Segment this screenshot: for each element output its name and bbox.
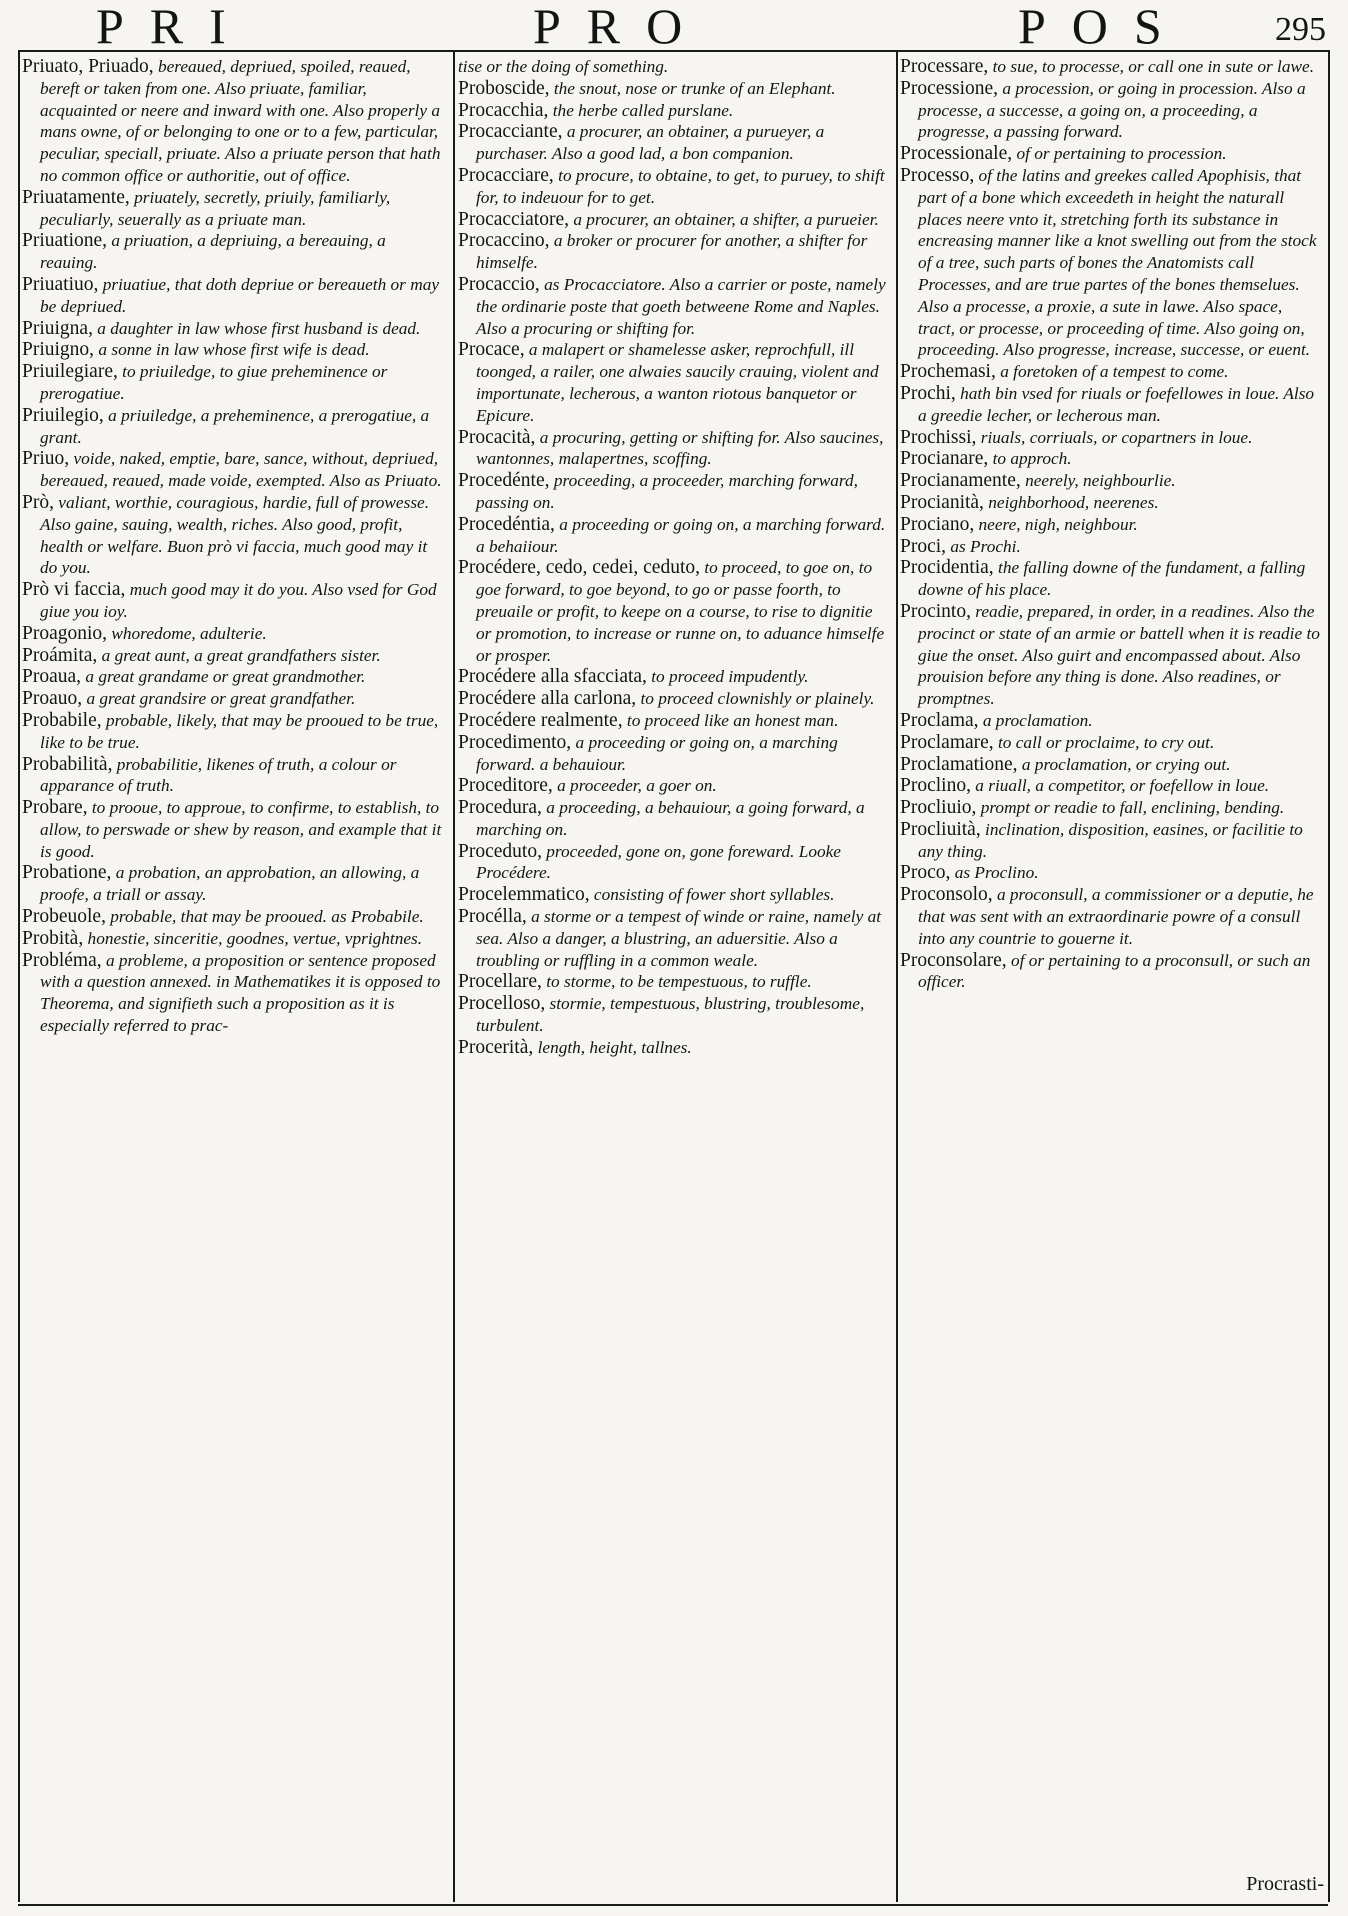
entry-headword: Proceduto, (458, 840, 542, 862)
entry-definition: tise or the doing of something. (458, 57, 669, 76)
entry-headword: Procelemmatico, (458, 884, 590, 906)
entry-headword: Procianità, (900, 491, 984, 513)
dictionary-entry (458, 797, 890, 841)
entry-definition: hath bin vsed for riuals or foefellowes in loue. Also a greedie lecher, or lecherous man. (918, 383, 1315, 425)
dictionary-entry (22, 928, 446, 950)
entry-headword: Probléma, (22, 949, 102, 971)
entry-definition: a great grandsire or great grandfather. (86, 689, 356, 709)
entry-definition: to call or proclaime, to cry out. (998, 732, 1215, 752)
entry-headword: Probabile, (22, 709, 102, 731)
catchword: Procrasti- (1246, 1873, 1324, 1895)
entry-definition: to priuiledge, to giue preheminence or prerogatiue. (40, 362, 388, 403)
dictionary-entry (900, 492, 1322, 514)
dictionary-entry (458, 884, 890, 906)
dictionary-entry (900, 710, 1322, 732)
entry-headword: Procliuità, (900, 818, 981, 840)
entry-definition: a procuring, getting or shifting for. Also saucines, wantonnes, malapertnes, scoffing. (476, 427, 884, 469)
entry-headword: Priuilegiare, (22, 361, 118, 383)
dictionary-entry (22, 666, 446, 688)
entry-definition: probable, that may be prooued. as Probabile. (110, 907, 424, 927)
entry-headword: Processione, (900, 77, 999, 99)
dictionary-entry (22, 797, 446, 862)
entry-headword: Procace, (458, 339, 525, 361)
entry-definition: a great grandame or great grandmother. (85, 667, 366, 687)
entry-definition: a foretoken of a tempest to come. (1000, 362, 1229, 382)
entry-headword: Procélla, (458, 906, 527, 928)
dictionary-entry (900, 56, 1322, 78)
dictionary-entry (22, 862, 446, 906)
entry-headword: Procedénte, (458, 470, 550, 492)
entry-definition: proceeded, gone on, gone foreward. Looke Procédere. (476, 841, 841, 883)
dictionary-entry (900, 78, 1322, 143)
dictionary-entry (458, 121, 890, 165)
entry-definition: a procurer, an obtainer, a shifter, a purueier. (573, 209, 879, 229)
entry-definition: bereaued, depriued, spoiled, reaued, bereft or taken from one. Also priuate, familiar, acquainted or neere and inward with one. Also properly a mans owne, of or belonging to one or to a few, particular, peculiar, speciall, priuate. Also a priuate person that hath no common office or authoritie, out of office. (40, 57, 441, 185)
entry-headword: Proclino, (900, 775, 971, 797)
guide-word-left: PRI (96, 0, 252, 54)
entry-definition: a proceeder, a goer on. (557, 776, 717, 796)
dictionary-entry (458, 1037, 890, 1059)
entry-headword: Prò vi faccia, (22, 579, 126, 601)
entry-headword: Priuilegio, (22, 404, 104, 426)
entry-headword: Probatione, (22, 862, 112, 884)
entry-headword: Proclama, (900, 709, 979, 731)
dictionary-entry (458, 209, 890, 231)
entry-definition: to procure, to obtaine, to get, to puruey, to shift for, to indeuour for to get. (476, 165, 885, 207)
dictionary-entry (458, 906, 890, 971)
entry-definition: to sue, to processe, or call one in sute or lawe. (992, 57, 1315, 76)
entry-headword: Proclamare, (900, 731, 994, 753)
entry-definition: honestie, sinceritie, goodnes, vertue, vprightnes. (87, 928, 423, 948)
entry-headword: Priuato, Priuado, (22, 56, 154, 77)
entry-definition: to proceed impudently. (651, 667, 809, 687)
entry-definition: probabilitie, likenes of truth, a colour or apparance of truth. (40, 754, 397, 796)
dictionary-entry (458, 775, 890, 797)
entry-definition: a proclamation. (982, 710, 1093, 730)
entry-headword: Procinto, (900, 600, 971, 622)
dictionary-entry (900, 557, 1322, 601)
entry-definition: of or pertaining to a proconsull, or such an officer. (918, 950, 1311, 992)
entry-definition: a proceeding, a behauiour, a going forward, a marching on. (476, 798, 865, 839)
column-rule (1328, 50, 1330, 1902)
entry-headword: Processare, (900, 56, 989, 77)
entry-definition: a procurer, an obtainer, a purueyer, a purchaser. Also a good lad, a bon companion. (476, 122, 825, 164)
column-rule (18, 50, 20, 1902)
entry-definition: of the latins and greekes called Apophisis, that part of a bone which exceedeth in height the naturall places neere vnto it, stretching forth its substance in encreasing manner like a knot swelling out from the stock of a tree, such parts of bones the Anatomists call Processes, and are true partes of the bones themselues. Also a processe, a proxie, a sute in lawe. Also space, tract, or processe, or proceeding of time. Also going on, proceeding. Also progresse, increase, successe, or euent. (918, 165, 1317, 360)
dictionary-entry (900, 819, 1322, 863)
entry-definition: a daughter in law whose first husband is dead. (97, 318, 421, 338)
entry-headword: Procedura, (458, 797, 542, 819)
dictionary-entry (458, 165, 890, 209)
entry-headword: Proconsolare, (900, 949, 1007, 971)
dictionary-entry (458, 732, 890, 776)
dictionary-entry (900, 862, 1322, 884)
entry-definition: whoredome, adulterie. (111, 623, 267, 643)
dictionary-entry (900, 950, 1322, 994)
dictionary-entry (458, 710, 890, 732)
dictionary-entry (22, 274, 446, 318)
running-header (18, 0, 1330, 54)
entry-headword: Priuatione, (22, 230, 108, 252)
entry-definition: length, height, tallnes. (537, 1037, 692, 1057)
entry-definition: to prooue, to approue, to confirme, to establish, to allow, to perswade or shew by reason, and example that it is good. (40, 798, 442, 861)
entry-headword: Priuigno, (22, 339, 95, 361)
entry-headword: Proagonio, (22, 622, 108, 644)
entry-headword: Procacciante, (458, 121, 563, 143)
dictionary-entry (458, 557, 890, 666)
entry-headword: Procacciatore, (458, 208, 569, 230)
dictionary-entry (458, 427, 890, 471)
entry-definition: to proceed, to goe on, to goe forward, to goe beyond, to go or passe foorth, to preuaile or profit, to keepe on a course, to rise to dignitie or promotion, to increase or runne on, to aduance himselfe or prosper. (476, 558, 885, 665)
dictionary-entry (22, 906, 446, 928)
entry-definition: to proceed like an honest man. (626, 710, 839, 730)
dictionary-entry (900, 448, 1322, 470)
dictionary-entry (900, 383, 1322, 427)
dictionary-entry (458, 841, 890, 885)
entry-headword: Procacchia, (458, 99, 549, 121)
entry-headword: Procaccio, (458, 273, 540, 295)
entry-headword: Proámita, (22, 644, 98, 666)
entry-headword: Prochissi, (900, 426, 977, 448)
entry-headword: Probità, (22, 927, 84, 949)
column-right (900, 56, 1322, 1896)
entry-headword: Proaua, (22, 666, 82, 688)
entry-headword: Proconsolo, (900, 884, 993, 906)
entry-definition: much good may it do you. Also vsed for God giue you ioy. (40, 580, 437, 621)
dictionary-entry (22, 579, 446, 623)
dictionary-entry (22, 318, 446, 340)
dictionary-entry (22, 623, 446, 645)
entry-definition: neere, nigh, neighbour. (978, 514, 1138, 534)
entry-headword: Procelloso, (458, 993, 546, 1015)
entry-definition: a priuiledge, a preheminence, a prerogatiue, a grant. (40, 405, 430, 447)
dictionary-entry (900, 754, 1322, 776)
dictionary-entry (900, 797, 1322, 819)
entry-headword: Procédere realmente, (458, 709, 623, 731)
entry-headword: Prò, (22, 491, 54, 513)
entry-definition: to proceed clownishly or plainely. (640, 689, 875, 709)
entry-headword: Prochemasi, (900, 361, 996, 383)
entry-headword: Priuatiuo, (22, 273, 99, 295)
entry-headword: Procidentia, (900, 557, 994, 579)
entry-headword: Priuo, (22, 448, 70, 470)
entry-definition: a proclamation, or crying out. (1021, 754, 1231, 774)
guide-word-right: POS (1018, 0, 1188, 54)
dictionary-entry (22, 754, 446, 798)
entry-headword: Procianamente, (900, 470, 1021, 492)
entry-definition: stormie, tempestuous, blustring, troublesome, turbulent. (476, 994, 865, 1036)
entry-headword: Procerità, (458, 1036, 534, 1058)
dictionary-entry (458, 688, 890, 710)
entry-definition: to storme, to be tempestuous, to ruffle. (546, 972, 812, 992)
entry-definition: a storme or a tempest of winde or raine, namely at sea. Also a danger, a blustring, an aduersitie. Also a troubling or ruffling in a common weale. (476, 907, 882, 970)
dictionary-entry (900, 884, 1322, 949)
dictionary-entry (900, 536, 1322, 558)
dictionary-entry (458, 230, 890, 274)
entry-headword: Prociano, (900, 513, 975, 535)
column-rule (453, 50, 455, 1902)
entry-definition: a malapert or shamelesse asker, reprochfull, ill toonged, a railer, one alwaies saucily crauing, violent and importunate, lecherous, a wanton riotous banquetor or Epicure. (476, 340, 879, 425)
entry-headword: Probare, (22, 797, 88, 819)
entry-headword: Procédere alla sfacciata, (458, 666, 647, 688)
dictionary-entry (22, 230, 446, 274)
page-number: 295 (1275, 11, 1326, 48)
entry-headword: Proceditore, (458, 775, 553, 797)
entry-definition: priuatiue, that doth depriue or bereaueth or may be depriued. (40, 274, 440, 316)
dictionary-entry (458, 78, 890, 100)
entry-definition: a proceeding or going on, a marching forward. a behauiour. (476, 732, 838, 774)
dictionary-entry (458, 470, 890, 514)
entry-headword: Procédere alla carlona, (458, 688, 637, 710)
entry-headword: Proclamatione, (900, 753, 1018, 775)
entry-definition: consisting of fower short syllables. (593, 885, 835, 905)
dictionary-entry (22, 710, 446, 754)
dictionary-entry (458, 971, 890, 993)
entry-definition: a sonne in law whose first wife is dead. (98, 340, 370, 360)
dictionary-entry (458, 56, 890, 78)
dictionary-entry (22, 361, 446, 405)
entry-headword: Probabilità, (22, 753, 113, 775)
entry-definition: voide, naked, emptie, bare, sance, without, depriued, bereaued, reaued, made voide, exempted. Also as Priuato. (40, 449, 442, 491)
entry-headword: Processo, (900, 164, 975, 186)
entry-headword: Probeuole, (22, 906, 106, 928)
entry-headword: Proco, (900, 862, 951, 884)
column-center (458, 56, 890, 1896)
dictionary-entry (900, 732, 1322, 754)
entry-definition: riuals, corriuals, or copartners in loue. (980, 427, 1253, 447)
entry-headword: Priuatamente, (22, 186, 130, 208)
entry-headword: Proboscide, (458, 77, 550, 99)
dictionary-entry (22, 405, 446, 449)
entry-definition: valiant, worthie, couragious, hardie, full of prowesse. Also gaine, sauing, wealth, riches. Also good, profit, health or welfare. Buon prò vi faccia, much good may it do you. (40, 492, 430, 578)
entry-definition: priuately, secretly, priuily, familiarly, peculiarly, seuerally as a priuate man. (40, 187, 391, 229)
entry-headword: Proauo, (22, 688, 83, 710)
entry-definition: the herbe called purslane. (552, 100, 734, 120)
entry-headword: Prochi, (900, 382, 956, 404)
entry-definition: readie, prepared, in order, in a readines. Also the procinct or state of an armie or battell when it is readie to giue the onset. Also guirt and encompassed about. Also prouision before any thing is done. Also readines, or promptnes. (918, 601, 1320, 709)
entry-definition: a great aunt, a great grandfathers sister. (101, 645, 381, 665)
entry-definition: the falling downe of the fundament, a falling downe of his place. (918, 558, 1306, 600)
entry-headword: Processionale, (900, 143, 1013, 165)
column-left (22, 56, 446, 1896)
entry-headword: Procacciare, (458, 164, 554, 186)
entry-definition: a probation, an approbation, an allowing, a proofe, a triall or assay. (40, 863, 420, 905)
entry-definition: a riuall, a competitor, or foefellow in loue. (975, 776, 1270, 796)
entry-headword: Procellare, (458, 971, 542, 993)
dictionary-entry (22, 448, 446, 492)
dictionary-entry (458, 993, 890, 1037)
entry-definition: as Prochi. (950, 536, 1021, 556)
entry-definition: of or pertaining to procession. (1016, 144, 1227, 164)
dictionary-entry (900, 361, 1322, 383)
entry-headword: Procédere, cedo, cedei, ceduto, (458, 557, 700, 579)
dictionary-entry (900, 514, 1322, 536)
dictionary-entry (22, 688, 446, 710)
entry-definition: a priuation, a depriuing, a bereauing, a reauing. (40, 231, 386, 273)
dictionary-entry (900, 601, 1322, 710)
entry-definition: a probleme, a proposition or sentence proposed with a question annexed. in Mathematikes it is opposed to Theorema, and signifieth such a proposition as it is especially referred to prac- (40, 950, 441, 1036)
dictionary-entry (22, 339, 446, 361)
column-rule (896, 50, 898, 1902)
dictionary-entry (22, 56, 446, 187)
dictionary-entry (458, 100, 890, 122)
entry-headword: Procaccino, (458, 230, 550, 252)
entry-definition: inclination, disposition, easines, or facilitie to any thing. (918, 819, 1303, 861)
guide-word-center: PRO (533, 0, 709, 54)
dictionary-entry (900, 470, 1322, 492)
entry-headword: Proci, (900, 535, 947, 557)
dictionary-entry (458, 339, 890, 426)
entry-definition: probable, likely, that may be prooued to be true, like to be true. (40, 710, 439, 752)
entry-headword: Procedéntia, (458, 513, 555, 535)
dictionary-entry (458, 274, 890, 339)
dictionary-entry (900, 775, 1322, 797)
entry-definition: to approch. (992, 449, 1072, 469)
dictionary-entry (900, 427, 1322, 449)
entry-headword: Priuigna, (22, 317, 93, 339)
entry-definition: a procession, or going in procession. Also a processe, a successe, a going on, a proceeding, a progresse, a passing forward. (918, 78, 1306, 142)
dictionary-entry (22, 645, 446, 667)
entry-definition: a broker or procurer for another, a shifter for himselfe. (476, 231, 868, 273)
dictionary-entry (22, 492, 446, 579)
entry-headword: Procliuio, (900, 797, 977, 819)
entry-definition: as Procacciatore. Also a carrier or poste, namely the ordinarie poste that goeth betweene Rome and Naples. Also a procuring or shifting for. (476, 274, 886, 338)
entry-definition: a proceeding or going on, a marching forward. a behaiiour. (476, 514, 886, 556)
dictionary-entry (458, 514, 890, 558)
entry-headword: Procacità, (458, 426, 536, 448)
dictionary-entry (22, 187, 446, 231)
entry-definition: neighborhood, neerenes. (988, 492, 1159, 512)
entry-headword: Procianare, (900, 448, 989, 470)
dictionary-entry (900, 165, 1322, 361)
entry-headword: Procedimento, (458, 731, 572, 753)
entry-definition: as Proclino. (954, 863, 1039, 883)
entry-definition: prompt or readie to fall, enclining, bending. (980, 798, 1285, 818)
entry-definition: neerely, neighbourlie. (1025, 471, 1176, 491)
dictionary-entry (900, 143, 1322, 165)
entry-definition: the snout, nose or trunke of an Elephant. (553, 78, 836, 98)
dictionary-entry (22, 950, 446, 1037)
entry-definition: proceeding, a proceeder, marching forward, passing on. (476, 471, 858, 512)
entry-definition: a proconsull, a commissioner or a deputie, he that was sent with an extraordinarie powre of a consull into any countrie to gouerne it. (918, 885, 1314, 948)
dictionary-entry (458, 666, 890, 688)
